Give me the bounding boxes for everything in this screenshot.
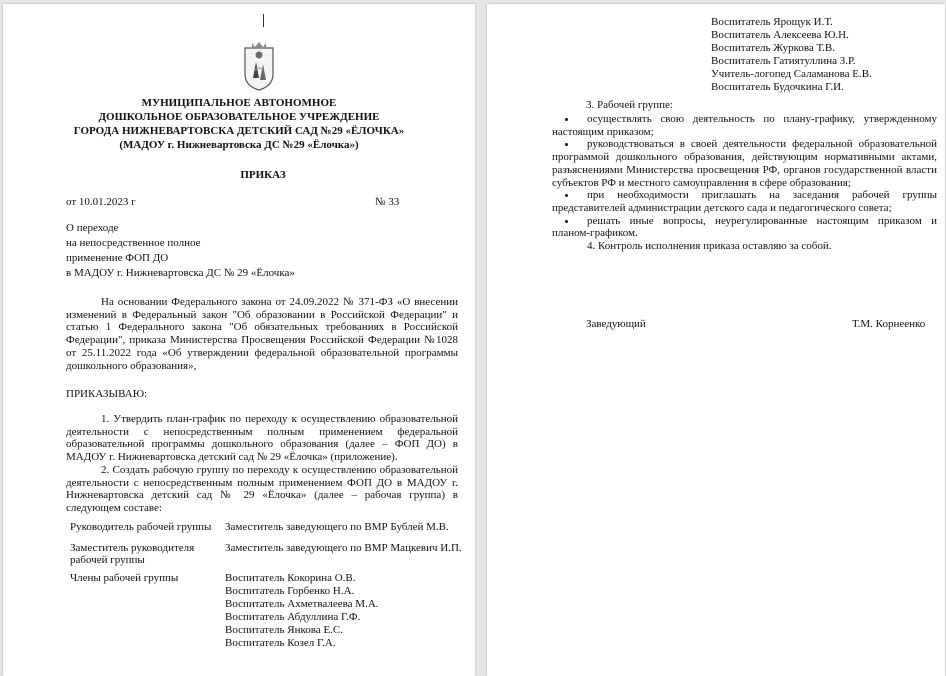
subject-line: в МАДОУ г. Нижневартовска ДС № 29 «Ёлочка» [66, 267, 295, 279]
order-item-4: 4. Контроль исполнения приказа оставляю за собой. [587, 240, 832, 253]
bullet-icon [565, 118, 568, 121]
duty-bullet: решать иные вопросы, неурегулированные настоящим приказом и планом-графиком. [552, 214, 937, 240]
order-number: № 33 [375, 196, 400, 208]
member-item: Воспитатель Ахметвалеева М.А. [225, 598, 379, 610]
member-item: Воспитатель Козел Г.А. [225, 637, 336, 649]
order-item-1: 1. Утвердить план-график по переходу к осуществлению образовательной деятельности с непосредственным полным применением федеральной образовательной программы дошкольного образования (далее – ФОП ДО) в МАДОУ г. Нижневартовска детский сад № 29 «Ёлочка» (приложение). [66, 413, 458, 464]
signature-position: Заведующий [586, 318, 646, 330]
member-item: Воспитатель Кокорина О.В. [225, 572, 356, 584]
member-item: Воспитатель Ярощук И.Т. [711, 16, 833, 28]
order-heading: ПРИКАЗЫВАЮ: [66, 388, 148, 400]
member-item: Воспитатель Абдуллина Г.Ф. [225, 611, 361, 623]
bullet-icon [565, 220, 568, 223]
member-item: Воспитатель Гатиятуллина З.Р. [711, 55, 856, 67]
bullet-icon [565, 143, 568, 146]
subject-line: применение ФОП ДО [66, 252, 169, 264]
org-name-line2: ДОШКОЛЬНОЕ ОБРАЗОВАТЕЛЬНОЕ УЧРЕЖДЕНИЕ [98, 111, 380, 123]
duty-bullet: при необходимости приглашать на заседания рабочей группы представителей администрации детского сада и педагогического совета; [552, 189, 937, 214]
order-item-3-title: 3. Рабочей группе: [586, 99, 673, 111]
bullet-icon [565, 194, 568, 197]
member-item: Воспитатель Горбенко Н.А. [225, 585, 355, 597]
org-name-line4: (МАДОУ г. Нижневартовска ДС №29 «Ёлочка») [119, 139, 359, 151]
order-items [66, 413, 458, 515]
text-cursor [263, 14, 264, 27]
deputy-leader-label-cont: рабочей группы [70, 554, 145, 566]
document-title: ПРИКАЗ [240, 169, 286, 181]
members-label: Члены рабочей группы [70, 572, 179, 584]
deputy-leader-label: Заместитель руководителя [70, 542, 195, 554]
preamble-text: На основании Федерального закона от 24.09.2022 № 371-ФЗ «О внесении изменений в Федеральный закон "Об образовании в Российской Федерации" и статью 1 Федерального закона "Об обязательных требованиях в Российской Федерации", приказа Министерства Просвещения Российской Федерации №1028 от 25.11.2022 года «Об утверждении федеральной образовательной программы дошкольного образования», [66, 296, 458, 372]
member-item: Воспитатель Янкова Е.С. [225, 624, 343, 636]
duty-bullet: руководствоваться в своей деятельности федеральной образовательной программой дошкольного образования, действующим нормативными актами, разъяснениями Министерства просвещения РФ, органов государственной власти субъектов РФ и местного самоуправления в сфере образования; [552, 138, 937, 189]
group-leader-label: Руководитель рабочей группы [70, 521, 212, 533]
working-group-duties [552, 113, 937, 253]
preamble-paragraph [66, 296, 458, 372]
document-page-right [487, 4, 945, 676]
document-page-left [3, 4, 475, 676]
subject-line: на непосредственное полное [66, 237, 201, 249]
subject-line: О переходе [66, 222, 119, 234]
org-name-line1: МУНИЦИПАЛЬНОЕ АВТОНОМНОЕ [141, 97, 337, 109]
signature-name: Т.М. Корнеенко [852, 318, 926, 330]
order-item-2: 2. Создать рабочую группу по переходу к осуществлению образовательной деятельности с непосредственным полным применением ФОП ДО в МАДОУ г. Нижневартовска детский сад № 29 «Ёлочка» (далее – рабочая группа) в следующем составе: [66, 463, 458, 514]
duty-bullet: осуществлять свою деятельность по плану-графику, утвержденному настоящим приказом; [552, 113, 937, 138]
member-item: Воспитатель Будочкина Г.И. [711, 81, 844, 93]
group-leader-value: Заместитель заведующего по ВМР Бублей М.В. [225, 521, 449, 533]
member-item: Воспитатель Журкова Т.В. [711, 42, 835, 54]
deputy-leader-value: Заместитель заведующего по ВМР Мацкевич И.П. [225, 542, 462, 554]
order-date: от 10.01.2023 г [66, 196, 136, 208]
org-name-line3: ГОРОДА НИЖНЕВАРТОВСКА ДЕТСКИЙ САД №29 «ЁЛОЧКА» [73, 125, 405, 137]
member-item: Воспитатель Алексеева Ю.Н. [711, 29, 849, 41]
coat-of-arms-emblem [243, 40, 275, 92]
member-item: Учитель-логопед Саламанова Е.В. [711, 68, 872, 80]
